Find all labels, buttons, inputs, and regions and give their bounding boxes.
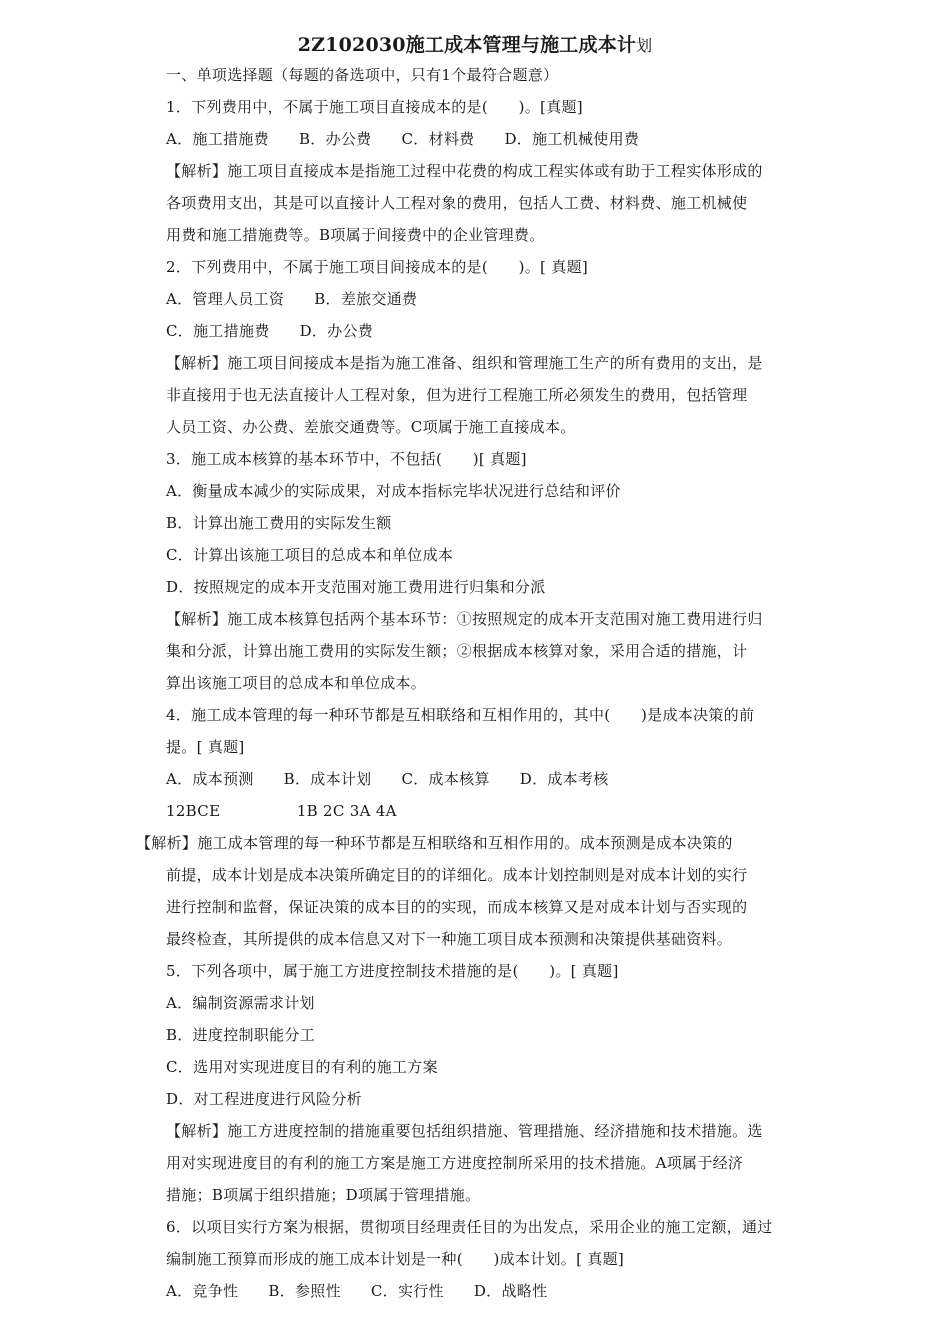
q5-option-c: C．选用对实现进度目的有利的施工方案 [166,1058,438,1076]
page-title-main: 2Z102030施工成本管理与施工成本计 [297,34,637,56]
q2-analysis-line: 人员工资、办公费、差旅交通费等。C项属于施工直接成本。 [166,418,576,436]
q4-option-d: D．成本考核 [519,770,609,788]
q6-stem-line: 6．以项目实行方案为根据，贯彻项目经理责任目的为出发点，采用企业的施工定额，通过 [166,1218,773,1236]
q4-options [166,769,639,789]
q4-analysis-line: 最终检查，其所提供的成本信息又对下一种施工项目成本预测和决策提供基础资料。 [166,930,733,948]
q5-option-a: A．编制资源需求计划 [166,994,315,1012]
q2-option-c: C．施工措施费 [166,322,270,340]
q6-option-d: D．战略性 [473,1282,548,1300]
q2-options-row2 [166,321,403,341]
q4-option-a: A．成本预测 [166,770,254,788]
q6-option-a: A．竞争性 [166,1282,239,1300]
q4-option-b: B．成本计划 [283,770,372,788]
q4-analysis-line: 进行控制和监督，保证决策的成本目的的实现，而成本核算又是对成本计划与否实现的 [166,898,748,916]
q1-analysis-line: 用费和施工措施费等。B项属于间接费中的企业管理费。 [166,226,545,244]
q4-stem-line: 提。[ 真题] [166,738,245,756]
q6-option-c: C．实行性 [370,1282,444,1300]
q5-stem: 5．下列各项中，属于施工方进度控制技术措施的是( )。[ 真题] [166,962,619,980]
q4-option-c: C．成本核算 [401,770,490,788]
q3-option-a: A．衡量成本减少的实际成果，对成本指标完毕状况进行总结和评价 [166,482,621,500]
section-heading: 一、单项选择题（每题的备选项中，只有1个最符合题意） [166,66,559,84]
q4-analysis-line: 前提，成本计划是成本决策所确定目的的详细化。成本计划控制则是对成本计划的实行 [166,866,748,884]
q3-analysis-line: 集和分派，计算出施工费用的实际发生额；②根据成本核算对象，采用合适的措施，计 [166,642,748,660]
q2-analysis-line: 【解析】施工项目间接成本是指为施工准备、组织和管理施工生产的所有费用的支出，是 [166,354,763,372]
q2-analysis-line: 非直接用于也无法直接计人工程对象，但为进行工程施工所必须发生的费用，包括管理 [166,386,748,404]
q5-analysis-line: 措施；B项属于组织措施；D项属于管理措施。 [166,1186,481,1204]
q2-option-d: D．办公费 [299,322,374,340]
q2-option-b: B．差旅交通费 [314,290,418,308]
q1-option-c: C．材料费 [401,130,475,148]
q6-stem-line: 编制施工预算而形成的施工成本计划是一种( )成本计划。[ 真题] [166,1250,625,1268]
q2-option-a: A．管理人员工资 [166,290,285,308]
q5-option-b: B．进度控制职能分工 [166,1026,316,1044]
page-title-tail: 划 [636,36,653,55]
q5-option-d: D．对工程进度进行风险分析 [166,1090,362,1108]
q4-stem-line: 4．施工成本管理的每一种环节都是互相联络和互相作用的，其中( )是成本决策的前 [166,706,755,724]
q1-option-d: D．施工机械使用费 [504,130,640,148]
q3-option-c: C．计算出该施工项目的总成本和单位成本 [166,546,454,564]
q6-options [166,1281,577,1301]
q1-analysis-line: 各项费用支出，其是可以直接计人工程对象的费用，包括人工费、材料费、施工机械使 [166,194,748,212]
q2-options-row1 [166,289,447,309]
q1-analysis-line: 【解析】施工项目直接成本是指施工过程中花费的构成工程实体或有助于工程实体形成的 [166,162,763,180]
q4-analysis-line: 【解析】施工成本管理的每一种环节都是互相联络和互相作用的。成本预测是成本决策的 [136,834,733,852]
q5-analysis-line: 用对实现进度目的有利的施工方案是施工方进度控制所采用的技术措施。A项属于经济 [166,1154,744,1172]
q1-options [166,129,669,149]
q5-analysis-line: 【解析】施工方进度控制的措施重要包括组织措施、管理措施、经济措施和技术措施。选 [166,1122,763,1140]
q3-option-b: B．计算出施工费用的实际发生额 [166,514,392,532]
q6-option-b: B．参照性 [268,1282,341,1300]
q3-option-d: D．按照规定的成本开支范围对施工费用进行归集和分派 [166,578,546,596]
q3-stem: 3．施工成本核算的基本环节中，不包括( )[ 真题] [166,450,527,468]
q1-option-a: A．施工措施费 [166,130,269,148]
q1-stem: 1．下列费用中，不属于施工项目直接成本的是( )。[真题] [166,98,583,116]
q3-analysis-line: 算出该施工项目的总成本和单位成本。 [166,674,427,692]
page-title [0,30,950,57]
q3-analysis-line: 【解析】施工成本核算包括两个基本环节：①按照规定的成本开支范围对施工费用进行归 [166,610,763,628]
answer-key: 12BCE 1B 2C 3A 4A [166,802,397,820]
q1-option-b: B．办公费 [298,130,372,148]
q2-stem: 2．下列费用中，不属于施工项目间接成本的是( )。[ 真题] [166,258,589,276]
